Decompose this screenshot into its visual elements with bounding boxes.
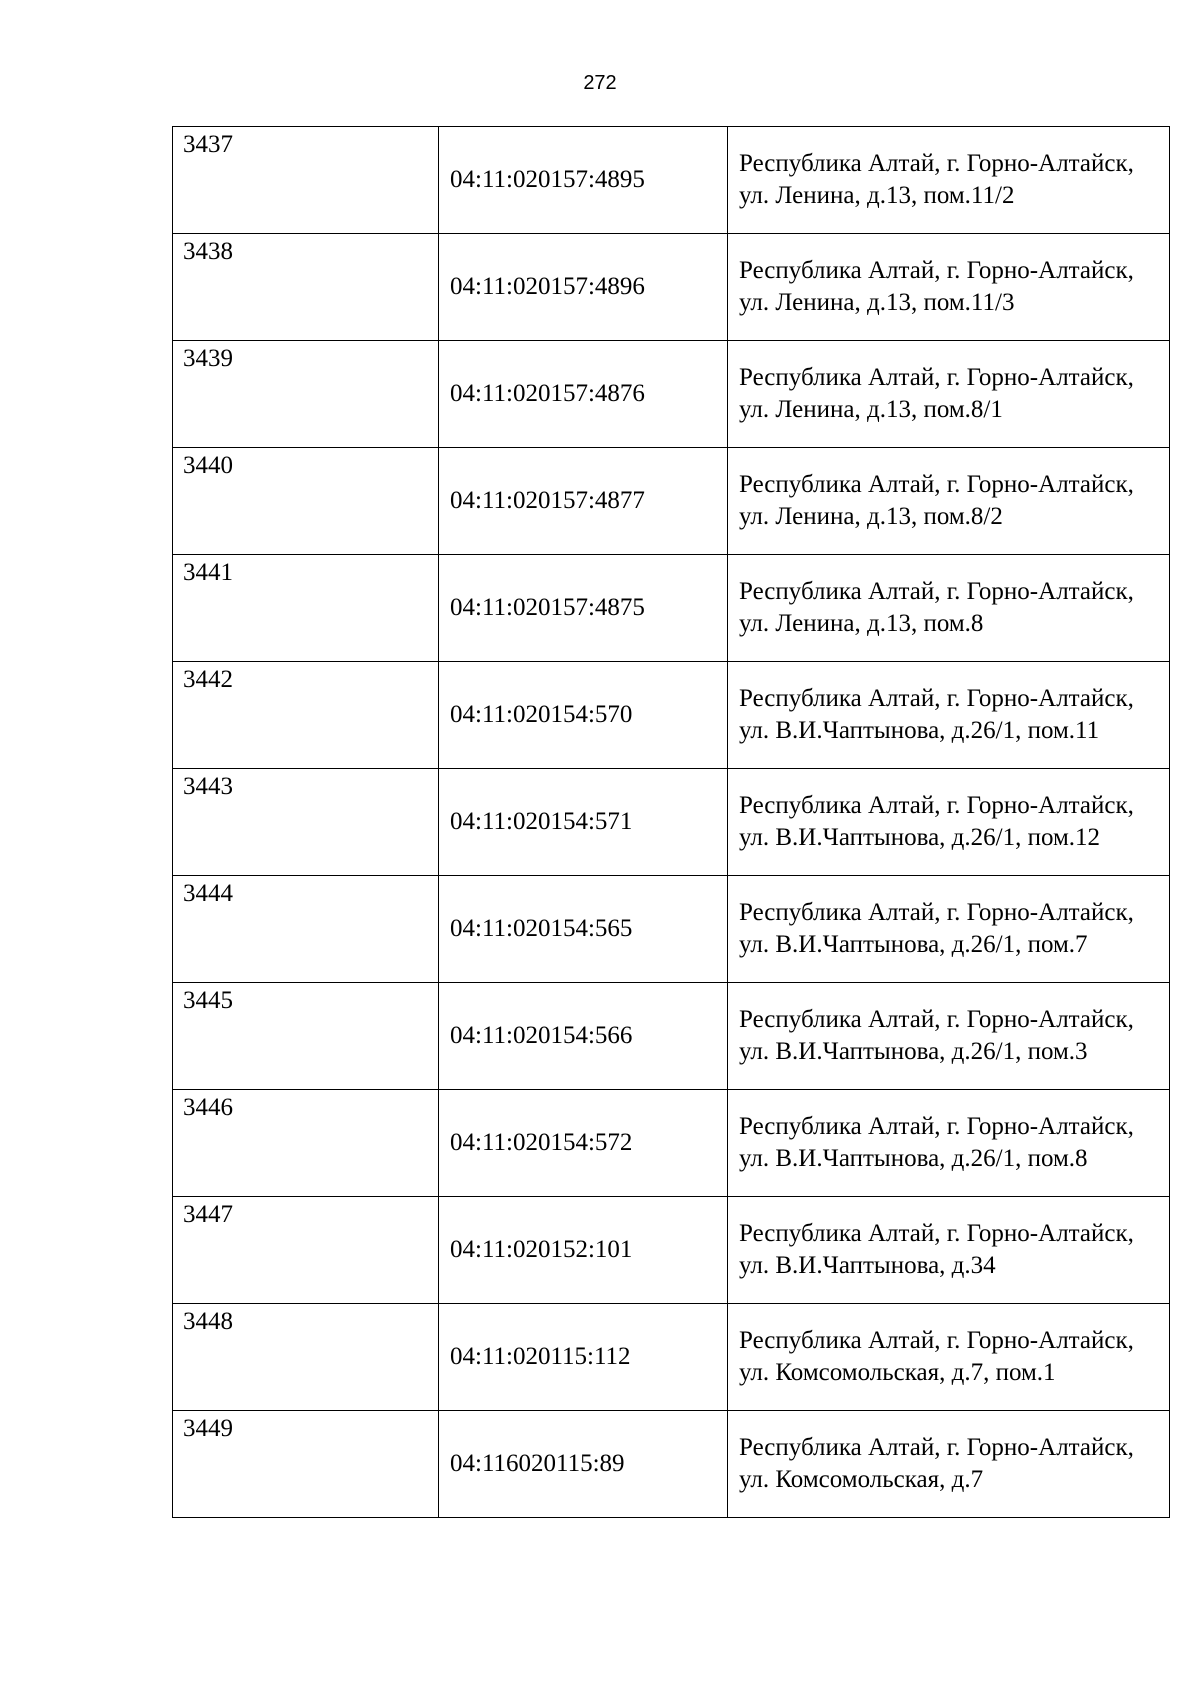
table-row xyxy=(173,1197,1170,1304)
table-row xyxy=(173,662,1170,769)
address: Республика Алтай, г. Горно-Алтайск, ул. В.И.Чаптынова, д.26/1, пом.11 xyxy=(728,662,1170,769)
address: Республика Алтай, г. Горно-Алтайск, ул. Ленина, д.13, пом.8/2 xyxy=(728,448,1170,555)
table-row xyxy=(173,234,1170,341)
row-number: 3449 xyxy=(173,1411,439,1518)
cadastral-number: 04:11:020152:101 xyxy=(439,1197,728,1304)
address: Республика Алтай, г. Горно-Алтайск, ул. В.И.Чаптынова, д.26/1, пом.7 xyxy=(728,876,1170,983)
address: Республика Алтай, г. Горно-Алтайск, ул. Комсомольская, д.7 xyxy=(728,1411,1170,1518)
cadastral-number: 04:11:020154:566 xyxy=(439,983,728,1090)
address: Республика Алтай, г. Горно-Алтайск, ул. В.И.Чаптынова, д.34 xyxy=(728,1197,1170,1304)
registry-table xyxy=(172,126,1170,1518)
table-row xyxy=(173,876,1170,983)
cadastral-number: 04:11:020154:565 xyxy=(439,876,728,983)
cadastral-number: 04:11:020157:4896 xyxy=(439,234,728,341)
table-row xyxy=(173,1090,1170,1197)
row-number: 3445 xyxy=(173,983,439,1090)
row-number: 3444 xyxy=(173,876,439,983)
cadastral-number: 04:11:020157:4875 xyxy=(439,555,728,662)
row-number: 3446 xyxy=(173,1090,439,1197)
table-row xyxy=(173,1304,1170,1411)
table-row xyxy=(173,127,1170,234)
row-number: 3437 xyxy=(173,127,439,234)
row-number: 3442 xyxy=(173,662,439,769)
row-number: 3438 xyxy=(173,234,439,341)
row-number: 3448 xyxy=(173,1304,439,1411)
address: Республика Алтай, г. Горно-Алтайск, ул. Ленина, д.13, пом.8 xyxy=(728,555,1170,662)
cadastral-number: 04:11:020157:4877 xyxy=(439,448,728,555)
address: Республика Алтай, г. Горно-Алтайск, ул. Ленина, д.13, пом.11/2 xyxy=(728,127,1170,234)
cadastral-number: 04:11:020157:4876 xyxy=(439,341,728,448)
address: Республика Алтай, г. Горно-Алтайск, ул. В.И.Чаптынова, д.26/1, пом.12 xyxy=(728,769,1170,876)
table-row xyxy=(173,983,1170,1090)
address: Республика Алтай, г. Горно-Алтайск, ул. В.И.Чаптынова, д.26/1, пом.3 xyxy=(728,983,1170,1090)
cadastral-number: 04:116020115:89 xyxy=(439,1411,728,1518)
page-number: 272 xyxy=(583,72,617,94)
row-number: 3440 xyxy=(173,448,439,555)
cadastral-number: 04:11:020154:572 xyxy=(439,1090,728,1197)
row-number: 3439 xyxy=(173,341,439,448)
address: Республика Алтай, г. Горно-Алтайск, ул. В.И.Чаптынова, д.26/1, пом.8 xyxy=(728,1090,1170,1197)
table-row xyxy=(173,555,1170,662)
table-row xyxy=(173,341,1170,448)
address: Республика Алтай, г. Горно-Алтайск, ул. Комсомольская, д.7, пом.1 xyxy=(728,1304,1170,1411)
row-number: 3441 xyxy=(173,555,439,662)
address: Республика Алтай, г. Горно-Алтайск, ул. Ленина, д.13, пом.8/1 xyxy=(728,341,1170,448)
row-number: 3443 xyxy=(173,769,439,876)
cadastral-number: 04:11:020154:571 xyxy=(439,769,728,876)
cadastral-number: 04:11:020154:570 xyxy=(439,662,728,769)
address: Республика Алтай, г. Горно-Алтайск, ул. Ленина, д.13, пом.11/3 xyxy=(728,234,1170,341)
table-row xyxy=(173,448,1170,555)
table-row xyxy=(173,1411,1170,1518)
table-row xyxy=(173,769,1170,876)
row-number: 3447 xyxy=(173,1197,439,1304)
cadastral-number: 04:11:020157:4895 xyxy=(439,127,728,234)
cadastral-number: 04:11:020115:112 xyxy=(439,1304,728,1411)
